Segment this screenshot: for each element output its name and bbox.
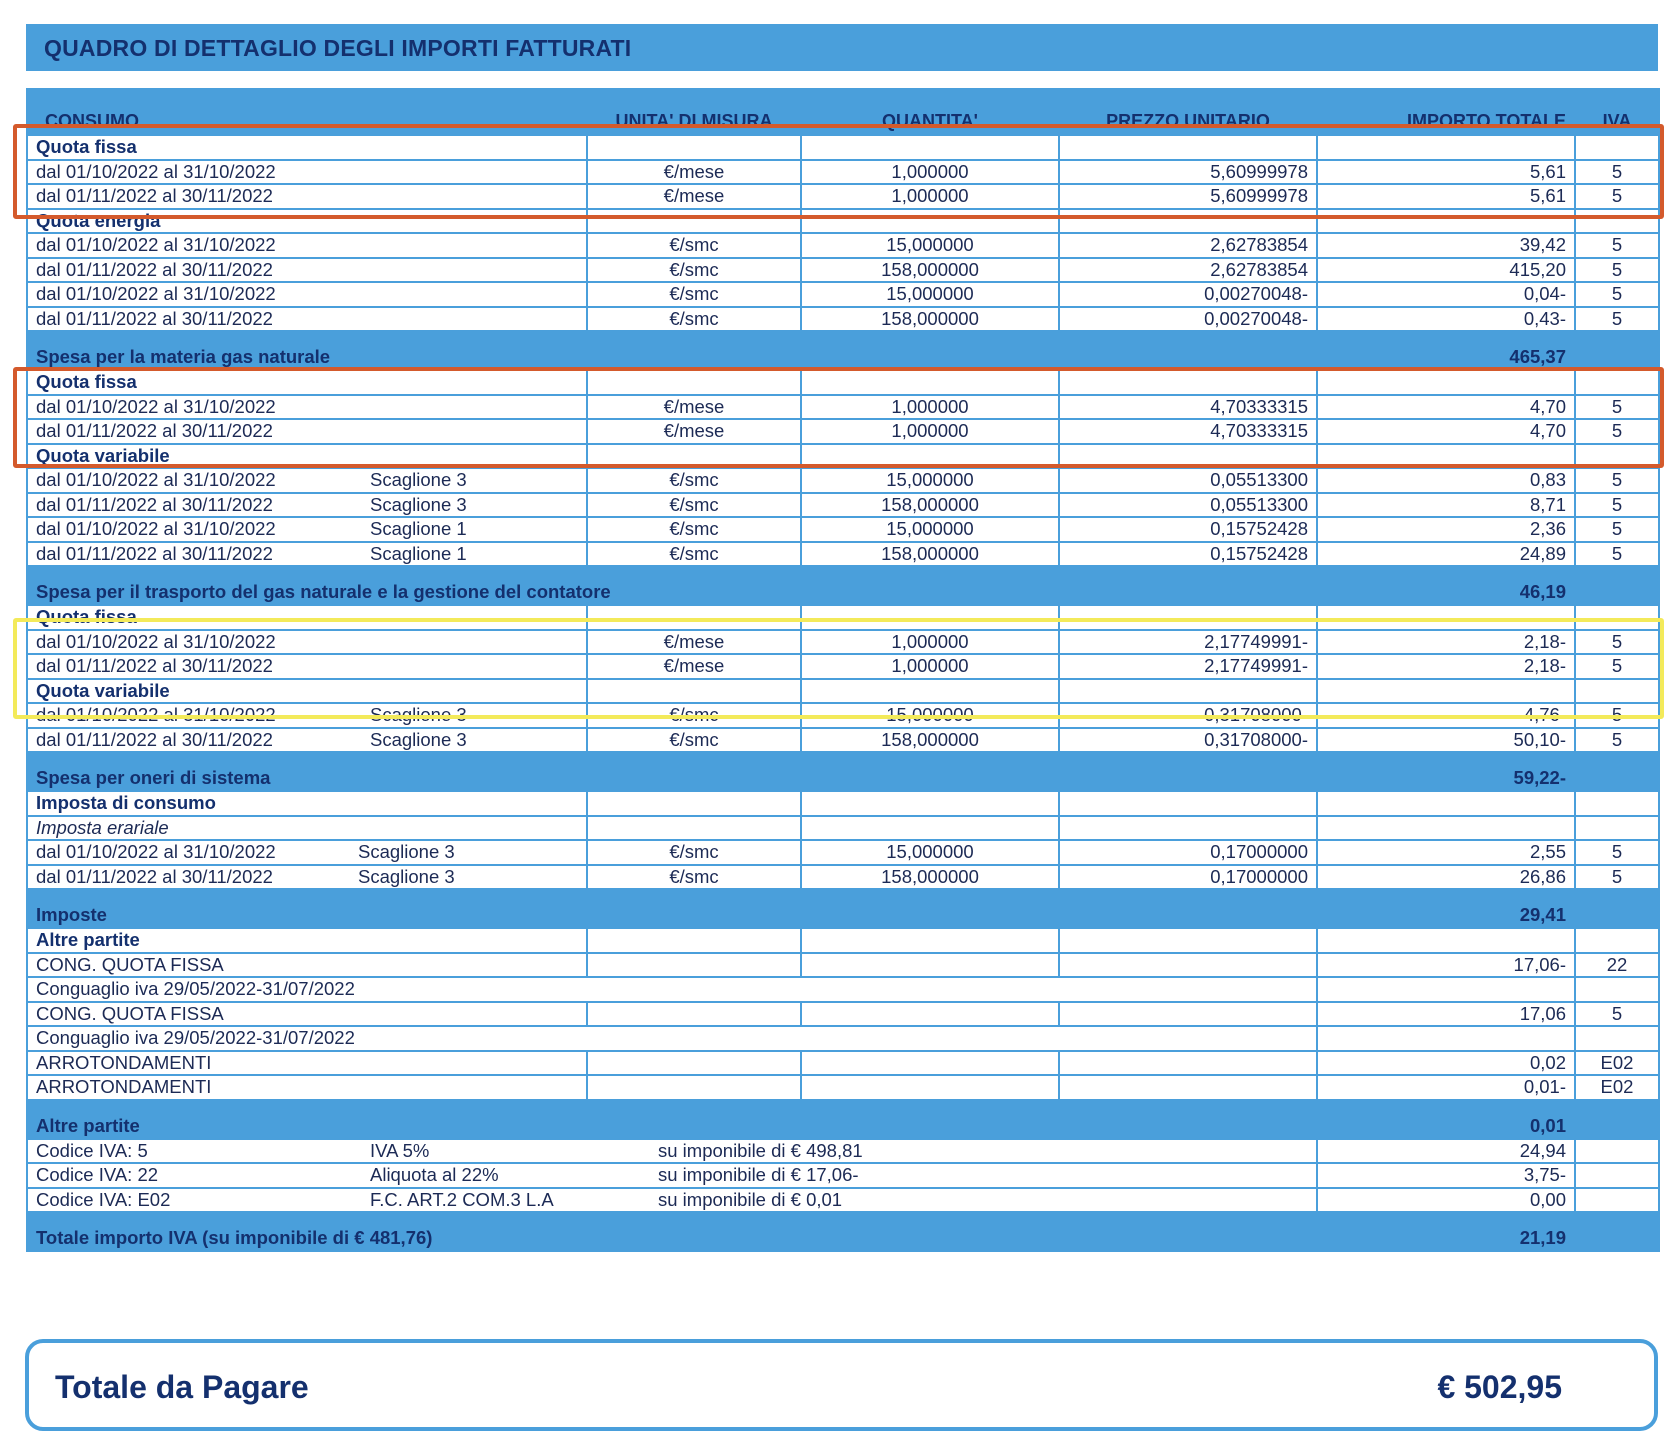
section-label: Quota variabile bbox=[27, 679, 587, 704]
period-cell bbox=[27, 493, 587, 518]
unit-cell: €/smc bbox=[587, 282, 801, 307]
amount-cell: 0,83 bbox=[1317, 468, 1575, 493]
invoice-detail-table bbox=[26, 88, 1660, 1252]
iva-cell: 5 bbox=[1575, 233, 1659, 258]
amount-cell: 17,06- bbox=[1317, 953, 1575, 978]
subsection-label: Imposta erariale bbox=[27, 816, 587, 841]
table-row bbox=[27, 395, 1659, 420]
iva-desc-cell bbox=[27, 1139, 1317, 1164]
col-header-unita: UNITA' DI MISURA bbox=[587, 89, 801, 135]
amount-cell: 24,94 bbox=[1317, 1139, 1575, 1164]
period-cell bbox=[27, 517, 587, 542]
subtotal-label: Spesa per la materia gas naturale bbox=[27, 331, 1317, 370]
qty-cell: 158,000000 bbox=[801, 728, 1059, 753]
price-cell: 0,15752428 bbox=[1059, 517, 1317, 542]
price-cell: 0,05513300 bbox=[1059, 493, 1317, 518]
iva-desc: Aliquota al 22% bbox=[370, 1164, 499, 1185]
period-cell bbox=[27, 840, 587, 865]
qty-cell: 158,000000 bbox=[801, 258, 1059, 283]
amount-cell: 2,55 bbox=[1317, 840, 1575, 865]
iva-cell: 5 bbox=[1575, 419, 1659, 444]
unit-cell: €/smc bbox=[587, 233, 801, 258]
unit-cell: €/mese bbox=[587, 654, 801, 679]
desc-cell: Conguaglio iva 29/05/2022-31/07/2022 bbox=[27, 977, 1317, 1002]
total-to-pay-label: Totale da Pagare bbox=[55, 1369, 309, 1405]
tier-text: Scaglione 3 bbox=[370, 469, 467, 490]
unit-cell: €/mese bbox=[587, 395, 801, 420]
price-cell: 5,60999978 bbox=[1059, 160, 1317, 185]
qty-cell: 15,000000 bbox=[801, 517, 1059, 542]
iva-cell: 5 bbox=[1575, 282, 1659, 307]
qty-cell: 15,000000 bbox=[801, 468, 1059, 493]
amount-cell: 0,43- bbox=[1317, 307, 1575, 332]
subtotal-value: 0,01 bbox=[1317, 1100, 1575, 1139]
unit-cell: €/mese bbox=[587, 419, 801, 444]
period-text: dal 01/10/2022 al 31/10/2022 bbox=[36, 704, 276, 726]
qty-cell: 1,000000 bbox=[801, 160, 1059, 185]
unit-cell: €/mese bbox=[587, 184, 801, 209]
iva-row bbox=[27, 1139, 1659, 1164]
table-row bbox=[27, 977, 1659, 1002]
price-cell: 4,70333315 bbox=[1059, 395, 1317, 420]
period-cell: dal 01/10/2022 al 31/10/2022 bbox=[27, 630, 587, 655]
amount-cell: 2,18- bbox=[1317, 654, 1575, 679]
iva-cell: 5 bbox=[1575, 703, 1659, 728]
table-header-row bbox=[27, 89, 1659, 135]
table-row bbox=[27, 258, 1659, 283]
total-to-pay-box bbox=[25, 1339, 1658, 1431]
amount-cell: 0,04- bbox=[1317, 282, 1575, 307]
period-cell: dal 01/11/2022 al 30/11/2022 bbox=[27, 307, 587, 332]
iva-cell: 5 bbox=[1575, 654, 1659, 679]
table-row bbox=[27, 840, 1659, 865]
unit-cell: €/mese bbox=[587, 630, 801, 655]
iva-row bbox=[27, 1188, 1659, 1213]
table-row bbox=[27, 1075, 1659, 1100]
period-cell bbox=[27, 468, 587, 493]
qty-cell: 1,000000 bbox=[801, 654, 1059, 679]
iva-cell: 5 bbox=[1575, 728, 1659, 753]
desc-cell: Conguaglio iva 29/05/2022-31/07/2022 bbox=[27, 1026, 1317, 1051]
iva-cell: 22 bbox=[1575, 953, 1659, 978]
iva-cell: 5 bbox=[1575, 1002, 1659, 1027]
period-cell bbox=[27, 728, 587, 753]
table-row bbox=[27, 1026, 1659, 1051]
amount-cell: 4,76- bbox=[1317, 703, 1575, 728]
section-row bbox=[27, 209, 1659, 234]
subtotal-label: Spesa per il trasporto del gas naturale e la gestione del contatore bbox=[27, 566, 1317, 605]
col-header-iva: IVA bbox=[1575, 89, 1659, 135]
period-text: dal 01/10/2022 al 31/10/2022 bbox=[36, 841, 276, 863]
iva-base: su imponibile di € 17,06- bbox=[658, 1164, 859, 1185]
section-row bbox=[27, 791, 1659, 816]
iva-desc: IVA 5% bbox=[370, 1139, 430, 1161]
unit-cell: €/smc bbox=[587, 493, 801, 518]
unit-cell: €/smc bbox=[587, 468, 801, 493]
amount-cell: 0,02 bbox=[1317, 1051, 1575, 1076]
unit-cell: €/smc bbox=[587, 542, 801, 567]
iva-cell: 5 bbox=[1575, 517, 1659, 542]
qty-cell: 15,000000 bbox=[801, 840, 1059, 865]
section-row bbox=[27, 444, 1659, 469]
subtotal-label: Altre partite bbox=[27, 1100, 1317, 1139]
price-cell: 0,15752428 bbox=[1059, 542, 1317, 567]
table-row bbox=[27, 1002, 1659, 1027]
table-row bbox=[27, 419, 1659, 444]
section-label: Quota fissa bbox=[27, 605, 587, 630]
period-cell: dal 01/10/2022 al 31/10/2022 bbox=[27, 233, 587, 258]
table-row bbox=[27, 654, 1659, 679]
section-row bbox=[27, 370, 1659, 395]
amount-cell: 5,61 bbox=[1317, 160, 1575, 185]
subtotal-row bbox=[27, 752, 1659, 791]
table-row bbox=[27, 493, 1659, 518]
amount-cell: 50,10- bbox=[1317, 728, 1575, 753]
amount-cell: 8,71 bbox=[1317, 493, 1575, 518]
qty-cell: 15,000000 bbox=[801, 703, 1059, 728]
period-text: dal 01/11/2022 al 30/11/2022 bbox=[36, 493, 273, 515]
table-row bbox=[27, 307, 1659, 332]
amount-cell: 0,01- bbox=[1317, 1075, 1575, 1100]
iva-cell: 5 bbox=[1575, 184, 1659, 209]
section-label: Quota energia bbox=[27, 209, 587, 234]
section-row bbox=[27, 679, 1659, 704]
iva-cell: 5 bbox=[1575, 258, 1659, 283]
price-cell: 0,00270048- bbox=[1059, 282, 1317, 307]
subtotal-value: 465,37 bbox=[1317, 331, 1575, 370]
section-row bbox=[27, 605, 1659, 630]
iva-total-row bbox=[27, 1212, 1659, 1251]
iva-cell: E02 bbox=[1575, 1051, 1659, 1076]
subtotal-label: Imposte bbox=[27, 889, 1317, 928]
price-cell: 2,17749991- bbox=[1059, 654, 1317, 679]
qty-cell: 1,000000 bbox=[801, 395, 1059, 420]
col-header-quantita: QUANTITA' bbox=[801, 89, 1059, 135]
qty-cell: 158,000000 bbox=[801, 493, 1059, 518]
total-to-pay-value: € 502,95 bbox=[1437, 1369, 1562, 1405]
amount-cell: 3,75- bbox=[1317, 1163, 1575, 1188]
period-cell bbox=[27, 865, 587, 890]
amount-cell: 5,61 bbox=[1317, 184, 1575, 209]
period-cell: dal 01/10/2022 al 31/10/2022 bbox=[27, 282, 587, 307]
section-row bbox=[27, 928, 1659, 953]
section-label: Quota fissa bbox=[27, 370, 587, 395]
table-row bbox=[27, 468, 1659, 493]
amount-cell: 17,06 bbox=[1317, 1002, 1575, 1027]
table-row bbox=[27, 1051, 1659, 1076]
desc-cell: ARROTONDAMENTI bbox=[27, 1075, 587, 1100]
qty-cell: 158,000000 bbox=[801, 542, 1059, 567]
table-row bbox=[27, 703, 1659, 728]
desc-cell: CONG. QUOTA FISSA bbox=[27, 953, 587, 978]
period-cell: dal 01/11/2022 al 30/11/2022 bbox=[27, 654, 587, 679]
tier-text: Scaglione 3 bbox=[370, 728, 467, 750]
amount-cell: 24,89 bbox=[1317, 542, 1575, 567]
period-text: dal 01/11/2022 al 30/11/2022 bbox=[36, 865, 273, 887]
period-cell: dal 01/11/2022 al 30/11/2022 bbox=[27, 419, 587, 444]
section-label: Imposta di consumo bbox=[27, 791, 587, 816]
subtotal-label: Spesa per oneri di sistema bbox=[27, 752, 1317, 791]
amount-cell: 4,70 bbox=[1317, 395, 1575, 420]
price-cell: 2,17749991- bbox=[1059, 630, 1317, 655]
tier-text: Scaglione 3 bbox=[358, 841, 455, 862]
table-row bbox=[27, 160, 1659, 185]
iva-cell: 5 bbox=[1575, 542, 1659, 567]
unit-cell: €/mese bbox=[587, 160, 801, 185]
col-header-consumo: CONSUMO bbox=[27, 89, 587, 135]
amount-cell: 39,42 bbox=[1317, 233, 1575, 258]
amount-cell: 0,00 bbox=[1317, 1188, 1575, 1213]
qty-cell: 15,000000 bbox=[801, 282, 1059, 307]
subtotal-row bbox=[27, 889, 1659, 928]
table-row bbox=[27, 233, 1659, 258]
iva-cell: 5 bbox=[1575, 395, 1659, 420]
unit-cell: €/smc bbox=[587, 865, 801, 890]
qty-cell: 1,000000 bbox=[801, 630, 1059, 655]
table-row bbox=[27, 953, 1659, 978]
period-cell: dal 01/11/2022 al 30/11/2022 bbox=[27, 184, 587, 209]
iva-cell: 5 bbox=[1575, 493, 1659, 518]
subtotal-value: 46,19 bbox=[1317, 566, 1575, 605]
iva-cell: 5 bbox=[1575, 630, 1659, 655]
subtotal-row bbox=[27, 1100, 1659, 1139]
iva-total-label: Totale importo IVA (su imponibile di € 481,76) bbox=[27, 1212, 1317, 1251]
period-cell: dal 01/10/2022 al 31/10/2022 bbox=[27, 395, 587, 420]
table-row bbox=[27, 517, 1659, 542]
iva-cell: 5 bbox=[1575, 160, 1659, 185]
price-cell: 2,62783854 bbox=[1059, 233, 1317, 258]
amount-cell: 415,20 bbox=[1317, 258, 1575, 283]
price-cell: 0,31708000- bbox=[1059, 703, 1317, 728]
period-text: dal 01/10/2022 al 31/10/2022 bbox=[36, 469, 276, 491]
price-cell: 5,60999978 bbox=[1059, 184, 1317, 209]
period-text: dal 01/11/2022 al 30/11/2022 bbox=[36, 542, 273, 564]
table-row bbox=[27, 865, 1659, 890]
qty-cell: 1,000000 bbox=[801, 184, 1059, 209]
unit-cell: €/smc bbox=[587, 703, 801, 728]
tier-text: Scaglione 1 bbox=[370, 518, 467, 539]
period-cell: dal 01/11/2022 al 30/11/2022 bbox=[27, 258, 587, 283]
section-row bbox=[27, 135, 1659, 160]
desc-cell: ARROTONDAMENTI bbox=[27, 1051, 587, 1076]
section-label: Altre partite bbox=[27, 928, 587, 953]
iva-desc-cell bbox=[27, 1163, 1317, 1188]
amount-cell: 2,36 bbox=[1317, 517, 1575, 542]
price-cell: 0,05513300 bbox=[1059, 468, 1317, 493]
unit-cell: €/smc bbox=[587, 307, 801, 332]
amount-cell: 26,86 bbox=[1317, 865, 1575, 890]
iva-cell: E02 bbox=[1575, 1075, 1659, 1100]
iva-cell: 5 bbox=[1575, 865, 1659, 890]
iva-code: Codice IVA: E02 bbox=[36, 1188, 171, 1210]
unit-cell: €/smc bbox=[587, 258, 801, 283]
iva-cell: 5 bbox=[1575, 307, 1659, 332]
period-cell bbox=[27, 703, 587, 728]
unit-cell: €/smc bbox=[587, 840, 801, 865]
iva-base: su imponibile di € 498,81 bbox=[658, 1139, 863, 1161]
col-header-importo: IMPORTO TOTALE bbox=[1317, 89, 1575, 135]
subsection-row bbox=[27, 816, 1659, 841]
amount-cell: 4,70 bbox=[1317, 419, 1575, 444]
qty-cell: 1,000000 bbox=[801, 419, 1059, 444]
iva-total-value: 21,19 bbox=[1317, 1212, 1575, 1251]
period-cell bbox=[27, 542, 587, 567]
price-cell: 0,00270048- bbox=[1059, 307, 1317, 332]
tier-text: Scaglione 3 bbox=[370, 704, 467, 725]
tier-text: Scaglione 1 bbox=[370, 542, 467, 564]
qty-cell: 158,000000 bbox=[801, 307, 1059, 332]
qty-cell: 158,000000 bbox=[801, 865, 1059, 890]
section-label: Quota fissa bbox=[27, 135, 587, 160]
table-row bbox=[27, 630, 1659, 655]
price-cell: 2,62783854 bbox=[1059, 258, 1317, 283]
tier-text: Scaglione 3 bbox=[370, 493, 467, 515]
section-title: QUADRO DI DETTAGLIO DEGLI IMPORTI FATTURATI bbox=[44, 35, 632, 61]
unit-cell: €/smc bbox=[587, 517, 801, 542]
iva-code: Codice IVA: 5 bbox=[36, 1139, 148, 1161]
subtotal-row bbox=[27, 566, 1659, 605]
price-cell: 0,17000000 bbox=[1059, 865, 1317, 890]
section-title-bar bbox=[26, 24, 1658, 71]
iva-code: Codice IVA: 22 bbox=[36, 1164, 159, 1186]
price-cell: 4,70333315 bbox=[1059, 419, 1317, 444]
col-header-prezzo: PREZZO UNITARIO bbox=[1059, 89, 1317, 135]
iva-cell: 5 bbox=[1575, 468, 1659, 493]
table-row bbox=[27, 728, 1659, 753]
period-cell: dal 01/10/2022 al 31/10/2022 bbox=[27, 160, 587, 185]
qty-cell: 15,000000 bbox=[801, 233, 1059, 258]
amount-cell: 2,18- bbox=[1317, 630, 1575, 655]
table-row bbox=[27, 542, 1659, 567]
iva-desc: F.C. ART.2 COM.3 L.A bbox=[370, 1188, 554, 1210]
section-label: Quota variabile bbox=[27, 444, 587, 469]
period-text: dal 01/11/2022 al 30/11/2022 bbox=[36, 728, 273, 750]
unit-cell: €/smc bbox=[587, 728, 801, 753]
iva-cell: 5 bbox=[1575, 840, 1659, 865]
subtotal-value: 29,41 bbox=[1317, 889, 1575, 928]
iva-desc-cell bbox=[27, 1188, 1317, 1213]
iva-base: su imponibile di € 0,01 bbox=[658, 1188, 843, 1210]
price-cell: 0,17000000 bbox=[1059, 840, 1317, 865]
subtotal-value: 59,22- bbox=[1317, 752, 1575, 791]
tier-text: Scaglione 3 bbox=[358, 865, 455, 887]
table-row bbox=[27, 282, 1659, 307]
table-row bbox=[27, 184, 1659, 209]
desc-cell: CONG. QUOTA FISSA bbox=[27, 1002, 587, 1027]
price-cell: 0,31708000- bbox=[1059, 728, 1317, 753]
iva-row bbox=[27, 1163, 1659, 1188]
period-text: dal 01/10/2022 al 31/10/2022 bbox=[36, 518, 276, 540]
subtotal-row bbox=[27, 331, 1659, 370]
